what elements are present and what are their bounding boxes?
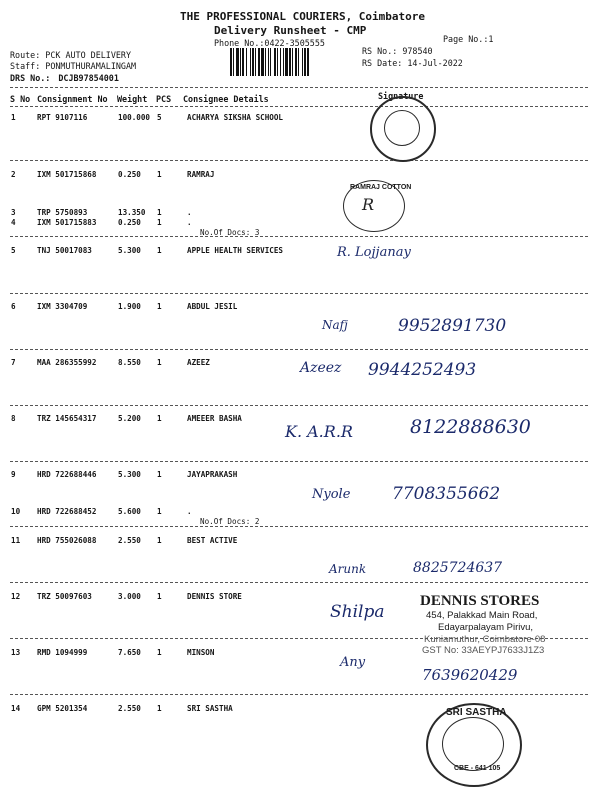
handwritten-name-row8: K. A.R.R — [285, 422, 353, 441]
cell-consignment: IXM 501715883 — [37, 218, 97, 227]
cell-sno: 1 — [11, 113, 16, 122]
drs-number — [10, 73, 119, 83]
cell-consignee: . — [187, 208, 192, 217]
rs-date: RS Date: 14-Jul-2022 — [362, 58, 463, 68]
cell-weight: 13.350 — [118, 208, 146, 217]
cell-sno: 7 — [11, 358, 16, 367]
cell-pcs: 1 — [157, 470, 162, 479]
dennis-stamp-line2: Edayarpalayam Pirivu, — [438, 622, 534, 633]
row-divider — [10, 405, 588, 406]
ramraj-stamp: RAMRAJ COTTON R — [343, 180, 405, 232]
cell-sno: 4 — [11, 218, 16, 227]
phone-number: Phone No.:0422-3505555 — [214, 38, 325, 48]
cell-consignment: RMD 1094999 — [37, 648, 88, 657]
cell-pcs: 1 — [157, 648, 162, 657]
handwritten-signature-row13: Any — [340, 655, 366, 670]
handwritten-signature-row7: Azeez — [300, 360, 342, 376]
cell-pcs: 1 — [157, 218, 162, 227]
cell-weight: 7.650 — [118, 648, 141, 657]
drs-label: DRS No.: — [10, 73, 51, 83]
route: Route: PCK AUTO DELIVERY — [10, 50, 132, 60]
barcode — [230, 48, 355, 76]
col-signature: Signature — [378, 91, 424, 101]
handwritten-signature-row11: Arunk — [329, 562, 367, 576]
cell-consignee: BEST ACTIVE — [187, 536, 238, 545]
sastha-stamp-top: SRI SASTHA — [446, 707, 507, 718]
cell-consignee: AZEEZ — [187, 358, 210, 367]
handwritten-signature-row6: Nafj — [322, 318, 348, 332]
cell-consignment: IXM 3304709 — [37, 302, 88, 311]
cell-sno: 8 — [11, 414, 16, 423]
cell-consignee: APPLE HEALTH SERVICES — [187, 246, 284, 255]
cell-sno: 6 — [11, 302, 16, 311]
cell-pcs: 1 — [157, 704, 162, 713]
col-pcs: PCS — [156, 94, 172, 104]
cell-consignment: HRD 722688446 — [37, 470, 97, 479]
col-consignment: Consignment No — [37, 94, 108, 104]
cell-pcs: 1 — [157, 246, 162, 255]
handwritten-signature-row12: Shilpa — [330, 602, 385, 622]
row-divider — [10, 236, 588, 237]
cell-weight: 2.550 — [118, 704, 141, 713]
cell-weight: 2.550 — [118, 536, 141, 545]
cell-consignee: MINSON — [187, 648, 215, 657]
cell-pcs: 1 — [157, 170, 162, 179]
cell-pcs: 1 — [157, 208, 162, 217]
cell-pcs: 1 — [157, 536, 162, 545]
cell-sno: 3 — [11, 208, 16, 217]
handwritten-phone-row9: 7708355662 — [392, 484, 501, 504]
cell-sno: 9 — [11, 470, 16, 479]
cell-sno: 14 — [11, 704, 21, 713]
rs-number: RS No.: 978540 — [362, 46, 433, 56]
cell-consignee: RAMRAJ — [187, 170, 215, 179]
cell-consignee: . — [187, 507, 192, 516]
cell-pcs: 1 — [157, 414, 162, 423]
staff: Staff: PONMUTHURAMALINGAM — [10, 61, 137, 71]
cell-consignee: DENNIS STORE — [187, 592, 242, 601]
cell-weight: 1.900 — [118, 302, 141, 311]
cell-pcs: 5 — [157, 113, 162, 122]
cell-consignee: JAYAPRAKASH — [187, 470, 238, 479]
cell-weight: 0.250 — [118, 218, 141, 227]
row-divider — [10, 293, 588, 294]
cell-sno: 2 — [11, 170, 16, 179]
cell-weight: 5.300 — [118, 470, 141, 479]
handwritten-phone-row7: 9944252493 — [368, 360, 477, 380]
cell-consignment: HRD 722688452 — [37, 507, 97, 516]
cell-consignee: ACHARYA SIKSHA SCHOOL — [187, 113, 284, 122]
handwritten-phone-row8: 8122888630 — [410, 416, 531, 438]
cell-consignee: ABDUL JESIL — [187, 302, 238, 311]
cell-consignment: HRD 755026088 — [37, 536, 97, 545]
sri-sastha-stamp — [426, 703, 522, 787]
school-seal-stamp — [370, 96, 436, 162]
cell-weight: 3.000 — [118, 592, 141, 601]
cell-weight: 8.550 — [118, 358, 141, 367]
document-title: Delivery Runsheet - CMP — [214, 24, 367, 37]
handwritten-phone-row13: 7639620429 — [422, 666, 518, 684]
cell-weight: 0.250 — [118, 170, 141, 179]
company-name: THE PROFESSIONAL COURIERS, Coimbatore — [180, 10, 426, 23]
handwritten-phone-row6: 9952891730 — [398, 316, 507, 336]
header-divider — [10, 87, 588, 88]
cell-weight: 5.200 — [118, 414, 141, 423]
cell-weight: 5.300 — [118, 246, 141, 255]
cell-consignment: TRP 5750893 — [37, 208, 88, 217]
cell-consignment: IXM 501715868 — [37, 170, 97, 179]
page-number: Page No.:1 — [443, 34, 494, 44]
col-weight: Weight — [117, 94, 148, 104]
drs-value: DCJB97854001 — [58, 73, 119, 83]
cell-consignment: TNJ 50017083 — [37, 246, 92, 255]
ramraj-stamp-text: RAMRAJ COTTON — [350, 184, 412, 191]
column-divider — [10, 106, 588, 107]
col-consignee: Consignee Details — [183, 94, 269, 104]
cell-sno: 5 — [11, 246, 16, 255]
sastha-stamp-bottom: CBE - 641 105 — [454, 765, 501, 772]
row-divider — [10, 349, 588, 350]
handwritten-phone-row11: 8825724637 — [413, 560, 503, 576]
cell-pcs: 1 — [157, 358, 162, 367]
cell-consignment: GPM 5201354 — [37, 704, 88, 713]
cell-consignee: AMEEER BASHA — [187, 414, 242, 423]
dennis-stamp-line1: 454, Palakkad Main Road, — [426, 610, 538, 621]
cell-pcs: 1 — [157, 302, 162, 311]
cell-consignment: TRZ 50097603 — [37, 592, 92, 601]
cell-consignee: . — [187, 218, 192, 227]
dennis-stamp-gst: GST No: 33AEYPJ7633J1Z3 — [422, 645, 545, 656]
cell-pcs: 1 — [157, 507, 162, 516]
cell-pcs: 1 — [157, 592, 162, 601]
col-sno: S No — [10, 94, 31, 104]
cell-sno: 13 — [11, 648, 21, 657]
dennis-stamp-name: DENNIS STORES — [420, 593, 540, 609]
handwritten-name-row5: R. Lojjanay — [337, 245, 411, 260]
row-divider — [10, 582, 588, 583]
cell-consignee: SRI SASTHA — [187, 704, 233, 713]
cell-weight: 5.600 — [118, 507, 141, 516]
cell-sno: 10 — [11, 507, 21, 516]
row-divider — [10, 694, 588, 695]
cell-sno: 11 — [11, 536, 21, 545]
row-divider — [10, 526, 588, 527]
cell-consignment: MAA 286355992 — [37, 358, 97, 367]
handwritten-signature-row9: Nyole — [312, 487, 351, 502]
cell-consignment: RPT 9107116 — [37, 113, 88, 122]
row-divider — [10, 461, 588, 462]
cell-consignment: TRZ 145654317 — [37, 414, 97, 423]
docs-note-1: No.Of Docs: 3 — [200, 228, 260, 237]
cell-weight: 100.000 — [118, 113, 151, 122]
row-divider — [10, 160, 588, 161]
cell-sno: 12 — [11, 592, 21, 601]
docs-note-2: No.Of Docs: 2 — [200, 517, 260, 526]
dennis-stamp-line3: Kuniamuthur, Coimbatore-08 — [424, 634, 546, 645]
